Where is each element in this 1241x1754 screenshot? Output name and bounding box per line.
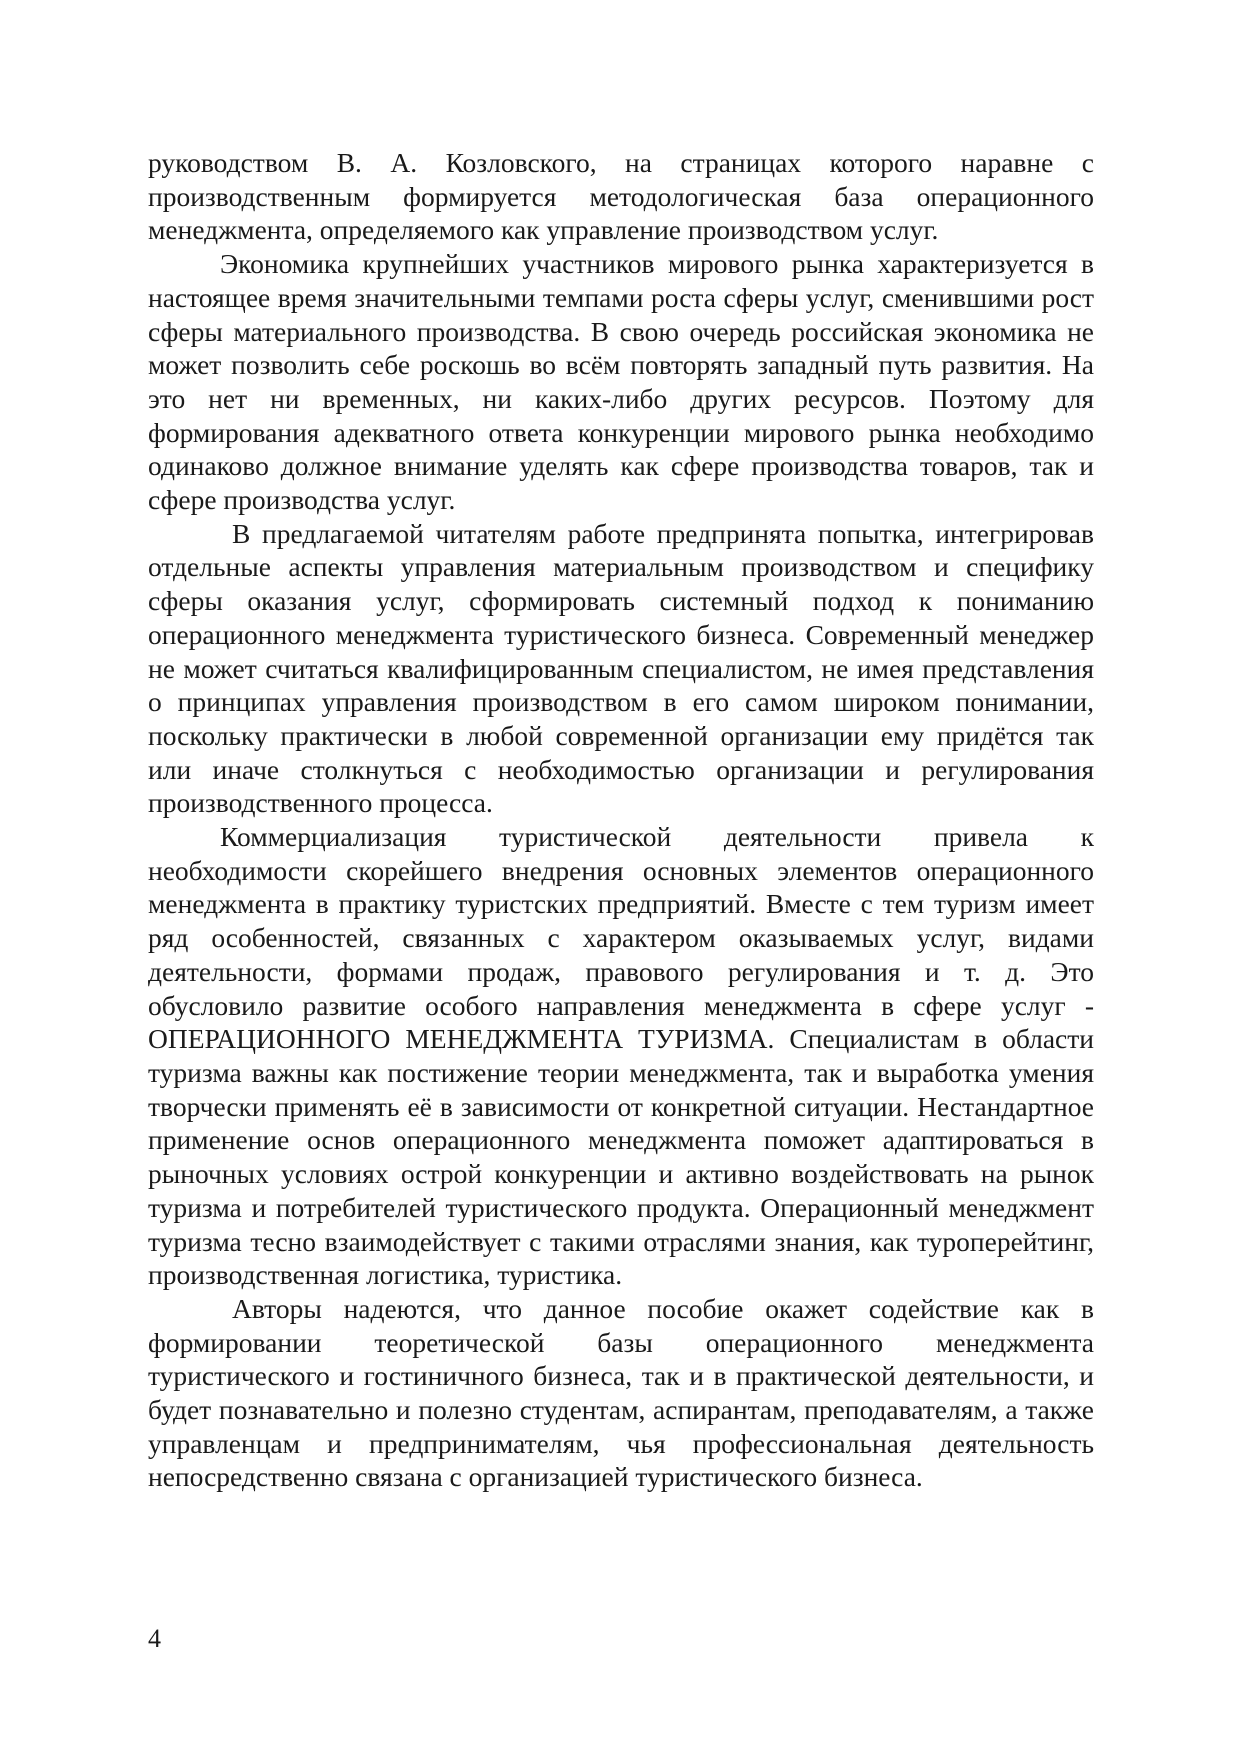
page-number: 4 [148, 1624, 161, 1653]
paragraph-commercialization: Коммерциализация туристической деятельности привела к необходимости скорейшего внедрения основных элементов операционного менеджмента в практику туристских предприятий. Вместе с тем туризм имеет ряд особенностей, связанных с характером оказываемых услуг, видами деятельности, формами продаж, правового регулирования и т. д. Это обусловило развитие особого направления менеджмента в сфере услуг - ОПЕРАЦИОННОГО МЕНЕДЖМЕНТА ТУРИЗМА. Специалистам в области туризма важны как постижение теории менеджмента, так и выработка умения творчески применять её в зависимости от конкретной ситуации. Нестандартное применение основ операционного менеджмента поможет адаптироваться в рыночных условиях острой конкуренции и активно воздействовать на рынок туризма и потребителей туристического продукта. Операционный менеджмент туризма тесно взаимодействует с такими отраслями знания, как туроперейтинг, производственная логистика, туристика. [148, 821, 1094, 1291]
paragraph-continuation: руководством В. А. Козловского, на страницах которого наравне с производственным формируется методологическая база операционного менеджмента, определяемого как управление производством услуг. [148, 147, 1094, 246]
paragraph-economy: Экономика крупнейших участников мирового рынка характеризуется в настоящее время значительными темпами роста сферы услуг, сменившими рост сферы материального производства. В свою очередь российская экономика не может позволить себе роскошь во всём повторять западный путь развития. На это нет ни временных, ни каких-либо других ресурсов. Поэтому для формирования адекватного ответа конкуренции мирового рынка необходимо одинаково должное внимание уделять как сфере производства товаров, так и сфере производства услуг. [148, 248, 1094, 516]
document-body [148, 146, 1094, 1494]
paragraph-authors: Авторы надеются, что данное пособие окажет содействие как в формировании теоретической базы операционного менеджмента туристического и гостиничного бизнеса, так и в практической деятельности, и будет познавательно и полезно студентам, аспирантам, преподавателям, а также управленцам и предпринимателям, чья профессиональная деятельность непосредственно связана с организацией туристического бизнеса. [148, 1292, 1094, 1493]
paragraph-proposed-work: В предлагаемой читателям работе предпринята попытка, интегрировав отдельные аспекты управления материальным производством и специфику сферы оказания услуг, сформировать системный подход к пониманию операционного менеджмента туристического бизнеса. Современный менеджер не может считаться квалифицированным специалистом, не имея представления о принципах управления производством в его самом широком понимании, поскольку практически в любой современной организации ему придётся так или иначе столкнуться с необходимостью организации и регулирования производственного процесса. [148, 517, 1094, 819]
